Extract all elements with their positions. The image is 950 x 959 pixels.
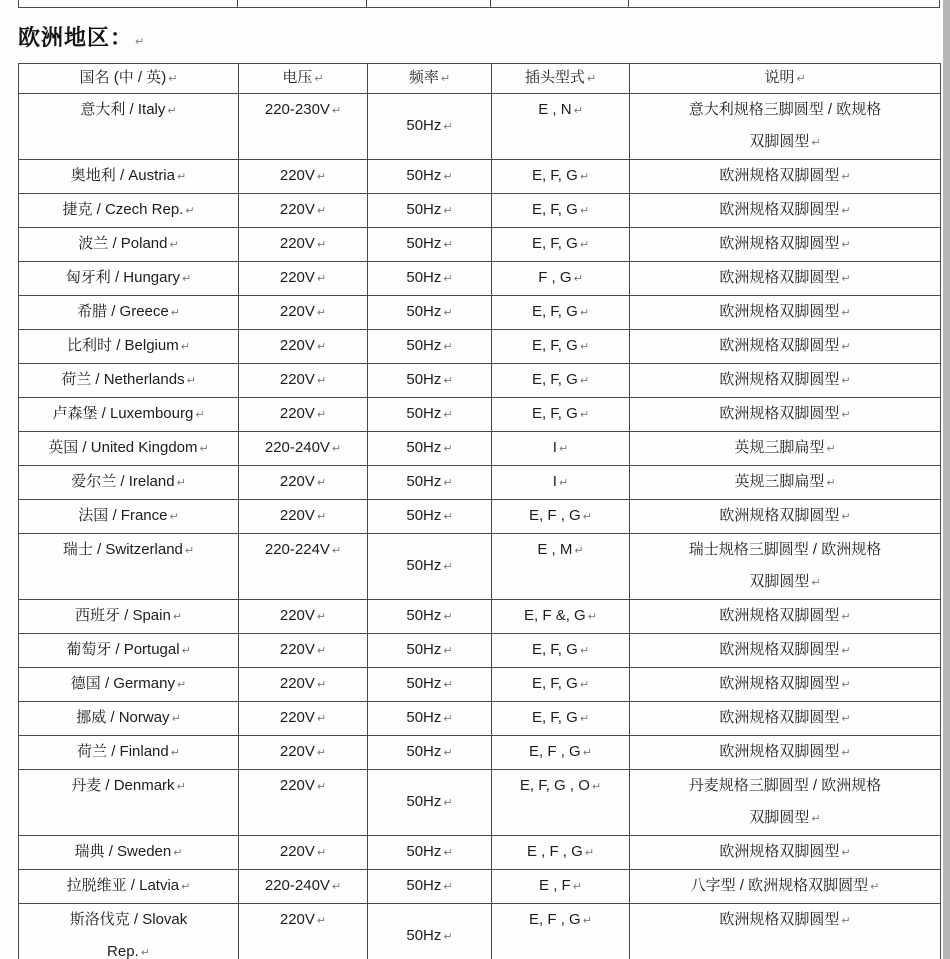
country-cell: 挪威 / Norway ↵ bbox=[19, 702, 239, 736]
frequency-cell: 50Hz ↵ bbox=[368, 904, 492, 959]
paragraph-mark: ↵ bbox=[841, 239, 851, 251]
country-header: 国名 (中 / 英) ↵ bbox=[19, 64, 239, 94]
plug-type-cell: E, F , G ↵ bbox=[492, 736, 630, 770]
paragraph-mark: ↵ bbox=[841, 307, 851, 319]
frequency-cell: 50Hz ↵ bbox=[368, 836, 492, 870]
voltage-cell: 220V ↵ bbox=[239, 702, 368, 736]
frequency-cell: 50Hz ↵ bbox=[368, 194, 492, 228]
voltage-cell: 220-230V ↵ bbox=[239, 94, 368, 160]
paragraph-mark: ↵ bbox=[176, 679, 187, 691]
plug-type-header: 插头型式 ↵ bbox=[492, 64, 630, 94]
description-cell: 欧洲规格双脚圆型 ↵ bbox=[630, 330, 941, 364]
voltage-cell: 220V ↵ bbox=[239, 836, 368, 870]
paragraph-mark: ↵ bbox=[582, 915, 592, 927]
paragraph-mark: ↵ bbox=[181, 645, 191, 657]
paragraph-mark: ↵ bbox=[176, 171, 187, 183]
paragraph-mark: ↵ bbox=[443, 747, 453, 759]
plug-type-cell: E, F, G , O ↵ bbox=[492, 770, 630, 836]
paragraph-mark: ↵ bbox=[443, 561, 453, 573]
paragraph-mark: ↵ bbox=[331, 443, 342, 455]
voltage-table bbox=[18, 63, 941, 959]
paragraph-mark: ↵ bbox=[443, 847, 453, 859]
paragraph-mark: ↵ bbox=[443, 477, 453, 489]
paragraph-mark: ↵ bbox=[443, 713, 453, 725]
paragraph-mark: ↵ bbox=[181, 881, 191, 893]
paragraph-mark: ↵ bbox=[841, 511, 851, 523]
paragraph-mark: ↵ bbox=[316, 611, 327, 623]
plug-type-cell: E, F , G ↵ bbox=[492, 500, 630, 534]
paragraph-mark: ↵ bbox=[331, 545, 342, 557]
paragraph-mark: ↵ bbox=[841, 645, 851, 657]
plug-type-cell: E, F , G ↵ bbox=[492, 904, 630, 959]
paragraph-mark: ↵ bbox=[316, 477, 327, 489]
paragraph-mark: ↵ bbox=[172, 611, 183, 623]
paragraph-mark: ↵ bbox=[176, 781, 186, 793]
paragraph-mark: ↵ bbox=[135, 36, 146, 48]
plug-type-cell: E, F &, G ↵ bbox=[492, 600, 630, 634]
plug-type-cell: E, F, G ↵ bbox=[492, 330, 630, 364]
paragraph-mark: ↵ bbox=[443, 205, 453, 217]
paragraph-mark: ↵ bbox=[796, 73, 806, 85]
plug-type-cell: E, F, G ↵ bbox=[492, 668, 630, 702]
paragraph-mark: ↵ bbox=[316, 171, 327, 183]
paragraph-mark: ↵ bbox=[316, 781, 327, 793]
plug-type-cell: E, F, G ↵ bbox=[492, 194, 630, 228]
frequency-cell: 50Hz ↵ bbox=[368, 870, 492, 904]
paragraph-mark: ↵ bbox=[574, 545, 584, 557]
table-row bbox=[19, 432, 941, 466]
description-cell: 丹麦规格三脚圆型 / 欧洲规格 双脚圆型 ↵ bbox=[630, 770, 941, 836]
paragraph-mark: ↵ bbox=[841, 273, 851, 285]
paragraph-mark: ↵ bbox=[140, 947, 150, 959]
paragraph-mark: ↵ bbox=[558, 443, 569, 455]
paragraph-mark: ↵ bbox=[316, 239, 327, 251]
paragraph-mark: ↵ bbox=[316, 307, 327, 319]
voltage-cell: 220-240V ↵ bbox=[239, 870, 368, 904]
paragraph-mark: ↵ bbox=[316, 375, 327, 387]
table-row bbox=[19, 296, 941, 330]
description-cell: 欧洲规格双脚圆型 ↵ bbox=[630, 600, 941, 634]
paragraph-mark: ↵ bbox=[184, 545, 195, 557]
country-cell: 匈牙利 / Hungary ↵ bbox=[19, 262, 239, 296]
paragraph-mark: ↵ bbox=[443, 307, 453, 319]
paragraph-mark: ↵ bbox=[841, 611, 851, 623]
frequency-cell: 50Hz ↵ bbox=[368, 702, 492, 736]
paragraph-mark: ↵ bbox=[316, 511, 327, 523]
table-row bbox=[19, 94, 941, 160]
voltage-header: 电压 ↵ bbox=[239, 64, 368, 94]
paragraph-mark: ↵ bbox=[443, 611, 453, 623]
voltage-cell: 220-240V ↵ bbox=[239, 432, 368, 466]
paragraph-mark: ↵ bbox=[316, 747, 327, 759]
voltage-cell: 220V ↵ bbox=[239, 398, 368, 432]
fragment-cell bbox=[629, 0, 940, 7]
frequency-cell: 50Hz ↵ bbox=[368, 500, 492, 534]
paragraph-mark: ↵ bbox=[443, 511, 453, 523]
paragraph-mark: ↵ bbox=[579, 409, 590, 421]
frequency-cell: 50Hz ↵ bbox=[368, 330, 492, 364]
paragraph-mark: ↵ bbox=[316, 341, 327, 353]
paragraph-mark: ↵ bbox=[579, 713, 590, 725]
paragraph-mark: ↵ bbox=[870, 881, 880, 893]
paragraph-mark: ↵ bbox=[826, 443, 836, 455]
description-cell: 八字型 / 欧洲规格双脚圆型 ↵ bbox=[630, 870, 941, 904]
frequency-cell: 50Hz ↵ bbox=[368, 466, 492, 500]
country-cell: 波兰 / Poland ↵ bbox=[19, 228, 239, 262]
voltage-cell: 220V ↵ bbox=[239, 770, 368, 836]
paragraph-mark: ↵ bbox=[170, 747, 180, 759]
frequency-cell: 50Hz ↵ bbox=[368, 668, 492, 702]
paragraph-mark: ↵ bbox=[443, 797, 453, 809]
paragraph-mark: ↵ bbox=[841, 205, 851, 217]
paragraph-mark: ↵ bbox=[579, 171, 590, 183]
paragraph-mark: ↵ bbox=[180, 341, 190, 353]
table-row bbox=[19, 634, 941, 668]
paragraph-mark: ↵ bbox=[443, 341, 453, 353]
paragraph-mark: ↵ bbox=[841, 747, 851, 759]
paragraph-mark: ↵ bbox=[176, 477, 186, 489]
plug-type-cell: I ↵ bbox=[492, 432, 630, 466]
paragraph-mark: ↵ bbox=[841, 409, 851, 421]
description-cell: 欧洲规格双脚圆型 ↵ bbox=[630, 836, 941, 870]
table-row bbox=[19, 600, 941, 634]
paragraph-mark: ↵ bbox=[841, 375, 851, 387]
paragraph-mark: ↵ bbox=[573, 105, 583, 117]
country-cell: 英国 / United Kingdom ↵ bbox=[19, 432, 239, 466]
country-cell: 斯洛伐克 / Slovak Rep. ↵ bbox=[19, 904, 239, 959]
table-row bbox=[19, 668, 941, 702]
voltage-cell: 220V ↵ bbox=[239, 466, 368, 500]
plug-type-cell: E, F, G ↵ bbox=[492, 634, 630, 668]
paragraph-mark: ↵ bbox=[579, 645, 590, 657]
table-row bbox=[19, 398, 941, 432]
table-row bbox=[19, 330, 941, 364]
country-cell: 比利时 / Belgium ↵ bbox=[19, 330, 239, 364]
country-cell: 西班牙 / Spain ↵ bbox=[19, 600, 239, 634]
description-cell: 欧洲规格双脚圆型 ↵ bbox=[630, 296, 941, 330]
paragraph-mark: ↵ bbox=[331, 881, 342, 893]
table-row bbox=[19, 736, 941, 770]
frequency-cell: 50Hz ↵ bbox=[368, 432, 492, 466]
description-cell: 瑞士规格三脚圆型 / 欧洲规格 双脚圆型 ↵ bbox=[630, 534, 941, 600]
country-cell: 荷兰 / Netherlands ↵ bbox=[19, 364, 239, 398]
voltage-cell: 220V ↵ bbox=[239, 500, 368, 534]
frequency-cell: 50Hz ↵ bbox=[368, 770, 492, 836]
table-row bbox=[19, 262, 941, 296]
paragraph-mark: ↵ bbox=[331, 105, 342, 117]
table-row bbox=[19, 500, 941, 534]
paragraph-mark: ↵ bbox=[443, 443, 453, 455]
country-cell: 瑞士 / Switzerland ↵ bbox=[19, 534, 239, 600]
table-row bbox=[19, 836, 941, 870]
table-row bbox=[19, 770, 941, 836]
frequency-cell: 50Hz ↵ bbox=[368, 160, 492, 194]
country-cell: 丹麦 / Denmark ↵ bbox=[19, 770, 239, 836]
plug-type-cell: E , F , G ↵ bbox=[492, 836, 630, 870]
country-cell: 奥地利 / Austria ↵ bbox=[19, 160, 239, 194]
fragment-cell bbox=[238, 0, 367, 7]
table-row bbox=[19, 904, 941, 959]
paragraph-mark: ↵ bbox=[579, 239, 590, 251]
table-row bbox=[19, 228, 941, 262]
country-cell: 荷兰 / Finland ↵ bbox=[19, 736, 239, 770]
paragraph-mark: ↵ bbox=[586, 73, 597, 85]
country-cell: 希腊 / Greece ↵ bbox=[19, 296, 239, 330]
description-cell: 欧洲规格双脚圆型 ↵ bbox=[630, 668, 941, 702]
description-cell: 欧洲规格双脚圆型 ↵ bbox=[630, 736, 941, 770]
paragraph-mark: ↵ bbox=[579, 307, 590, 319]
frequency-cell: 50Hz ↵ bbox=[368, 634, 492, 668]
paragraph-mark: ↵ bbox=[841, 341, 851, 353]
paragraph-mark: ↵ bbox=[841, 713, 851, 725]
country-cell: 意大利 / Italy ↵ bbox=[19, 94, 239, 160]
voltage-cell: 220V ↵ bbox=[239, 634, 368, 668]
paragraph-mark: ↵ bbox=[841, 679, 851, 691]
paragraph-mark: ↵ bbox=[579, 375, 590, 387]
paragraph-mark: ↵ bbox=[316, 273, 327, 285]
frequency-cell: 50Hz ↵ bbox=[368, 94, 492, 160]
paragraph-mark: ↵ bbox=[443, 881, 453, 893]
paragraph-mark: ↵ bbox=[169, 239, 179, 251]
frequency-cell: 50Hz ↵ bbox=[368, 736, 492, 770]
description-cell: 欧洲规格双脚圆型 ↵ bbox=[630, 634, 941, 668]
paragraph-mark: ↵ bbox=[584, 847, 595, 859]
country-cell: 瑞典 / Sweden ↵ bbox=[19, 836, 239, 870]
table-row bbox=[19, 194, 941, 228]
paragraph-mark: ↵ bbox=[316, 679, 327, 691]
paragraph-mark: ↵ bbox=[167, 105, 177, 117]
paragraph-mark: ↵ bbox=[195, 409, 205, 421]
plug-type-cell: E, F, G ↵ bbox=[492, 296, 630, 330]
paragraph-mark: ↵ bbox=[314, 73, 324, 85]
paragraph-mark: ↵ bbox=[316, 205, 327, 217]
frequency-cell: 50Hz ↵ bbox=[368, 228, 492, 262]
paragraph-mark: ↵ bbox=[811, 137, 821, 149]
paragraph-mark: ↵ bbox=[443, 239, 453, 251]
voltage-cell: 220V ↵ bbox=[239, 194, 368, 228]
paragraph-mark: ↵ bbox=[591, 781, 602, 793]
country-cell: 卢森堡 / Luxembourg ↵ bbox=[19, 398, 239, 432]
paragraph-mark: ↵ bbox=[443, 931, 453, 943]
table-row bbox=[19, 534, 941, 600]
paragraph-mark: ↵ bbox=[579, 341, 590, 353]
voltage-cell: 220-224V ↵ bbox=[239, 534, 368, 600]
paragraph-mark: ↵ bbox=[579, 679, 590, 691]
frequency-cell: 50Hz ↵ bbox=[368, 600, 492, 634]
description-cell: 欧洲规格双脚圆型 ↵ bbox=[630, 500, 941, 534]
table-row bbox=[19, 870, 941, 904]
plug-type-cell: F , G ↵ bbox=[492, 262, 630, 296]
paragraph-mark: ↵ bbox=[443, 679, 453, 691]
paragraph-mark: ↵ bbox=[443, 273, 453, 285]
table-row bbox=[19, 702, 941, 736]
frequency-cell: 50Hz ↵ bbox=[368, 364, 492, 398]
paragraph-mark: ↵ bbox=[168, 73, 178, 85]
description-cell: 英规三脚扁型 ↵ bbox=[630, 466, 941, 500]
paragraph-mark: ↵ bbox=[841, 847, 851, 859]
paragraph-mark: ↵ bbox=[169, 511, 179, 523]
country-cell: 捷克 / Czech Rep. ↵ bbox=[19, 194, 239, 228]
voltage-cell: 220V ↵ bbox=[239, 600, 368, 634]
plug-type-cell: E , M ↵ bbox=[492, 534, 630, 600]
description-cell: 欧洲规格双脚圆型 ↵ bbox=[630, 702, 941, 736]
description-cell: 欧洲规格双脚圆型 ↵ bbox=[630, 228, 941, 262]
description-cell: 欧洲规格双脚圆型 ↵ bbox=[630, 364, 941, 398]
plug-type-cell: E, F, G ↵ bbox=[492, 160, 630, 194]
description-cell: 欧洲规格双脚圆型 ↵ bbox=[630, 904, 941, 959]
voltage-cell: 220V ↵ bbox=[239, 736, 368, 770]
voltage-cell: 220V ↵ bbox=[239, 160, 368, 194]
paragraph-mark: ↵ bbox=[186, 375, 196, 387]
description-cell: 欧洲规格双脚圆型 ↵ bbox=[630, 194, 941, 228]
plug-type-cell: E, F, G ↵ bbox=[492, 364, 630, 398]
plug-type-cell: E , F ↵ bbox=[492, 870, 630, 904]
paragraph-mark: ↵ bbox=[316, 409, 327, 421]
paragraph-mark: ↵ bbox=[582, 511, 592, 523]
description-cell: 英规三脚扁型 ↵ bbox=[630, 432, 941, 466]
paragraph-mark: ↵ bbox=[443, 375, 453, 387]
fragment-cell bbox=[18, 0, 238, 7]
table-row bbox=[19, 364, 941, 398]
description-header: 说明 ↵ bbox=[630, 64, 941, 94]
paragraph-mark: ↵ bbox=[558, 477, 569, 489]
paragraph-mark: ↵ bbox=[316, 847, 327, 859]
country-cell: 德国 / Germany ↵ bbox=[19, 668, 239, 702]
description-cell: 意大利规格三脚圆型 / 欧规格 双脚圆型 ↵ bbox=[630, 94, 941, 160]
paragraph-mark: ↵ bbox=[199, 443, 209, 455]
voltage-cell: 220V ↵ bbox=[239, 364, 368, 398]
section-title-text: 欧洲地区： bbox=[18, 25, 134, 50]
country-cell: 葡萄牙 / Portugal ↵ bbox=[19, 634, 239, 668]
country-cell: 拉脱维亚 / Latvia ↵ bbox=[19, 870, 239, 904]
paragraph-mark: ↵ bbox=[171, 713, 181, 725]
paragraph-mark: ↵ bbox=[316, 713, 327, 725]
paragraph-mark: ↵ bbox=[181, 273, 192, 285]
country-cell: 爱尔兰 / Ireland ↵ bbox=[19, 466, 239, 500]
section-title bbox=[18, 21, 950, 52]
voltage-cell: 220V ↵ bbox=[239, 330, 368, 364]
paragraph-mark: ↵ bbox=[173, 847, 183, 859]
plug-type-cell: E, F, G ↵ bbox=[492, 398, 630, 432]
frequency-header: 频率 ↵ bbox=[368, 64, 492, 94]
country-cell: 法国 / France ↵ bbox=[19, 500, 239, 534]
frequency-cell: 50Hz ↵ bbox=[368, 296, 492, 330]
page-edge-strip bbox=[943, 0, 950, 959]
paragraph-mark: ↵ bbox=[841, 915, 851, 927]
frequency-cell: 50Hz ↵ bbox=[368, 534, 492, 600]
description-cell: 欧洲规格双脚圆型 ↵ bbox=[630, 160, 941, 194]
fragment-cell bbox=[491, 0, 629, 7]
paragraph-mark: ↵ bbox=[841, 171, 851, 183]
plug-type-cell: E, F, G ↵ bbox=[492, 702, 630, 736]
description-cell: 欧洲规格双脚圆型 ↵ bbox=[630, 398, 941, 432]
previous-table-fragment bbox=[18, 0, 940, 8]
paragraph-mark: ↵ bbox=[811, 813, 821, 825]
description-cell: 欧洲规格双脚圆型 ↵ bbox=[630, 262, 941, 296]
paragraph-mark: ↵ bbox=[587, 611, 597, 623]
table-row bbox=[19, 466, 941, 500]
paragraph-mark: ↵ bbox=[316, 915, 327, 927]
table-header-row bbox=[19, 64, 941, 94]
paragraph-mark: ↵ bbox=[440, 73, 451, 85]
plug-type-cell: E , N ↵ bbox=[492, 94, 630, 160]
paragraph-mark: ↵ bbox=[443, 171, 453, 183]
paragraph-mark: ↵ bbox=[579, 205, 590, 217]
voltage-cell: 220V ↵ bbox=[239, 668, 368, 702]
voltage-cell: 220V ↵ bbox=[239, 904, 368, 959]
frequency-cell: 50Hz ↵ bbox=[368, 262, 492, 296]
paragraph-mark: ↵ bbox=[443, 645, 453, 657]
paragraph-mark: ↵ bbox=[811, 577, 821, 589]
voltage-cell: 220V ↵ bbox=[239, 296, 368, 330]
paragraph-mark: ↵ bbox=[185, 205, 195, 217]
paragraph-mark: ↵ bbox=[582, 747, 592, 759]
paragraph-mark: ↵ bbox=[572, 881, 582, 893]
voltage-cell: 220V ↵ bbox=[239, 228, 368, 262]
paragraph-mark: ↵ bbox=[573, 273, 583, 285]
paragraph-mark: ↵ bbox=[826, 477, 836, 489]
plug-type-cell: I ↵ bbox=[492, 466, 630, 500]
paragraph-mark: ↵ bbox=[443, 121, 453, 133]
paragraph-mark: ↵ bbox=[443, 409, 453, 421]
paragraph-mark: ↵ bbox=[316, 645, 327, 657]
table-row bbox=[19, 160, 941, 194]
frequency-cell: 50Hz ↵ bbox=[368, 398, 492, 432]
fragment-cell bbox=[367, 0, 491, 7]
plug-type-cell: E, F, G ↵ bbox=[492, 228, 630, 262]
voltage-cell: 220V ↵ bbox=[239, 262, 368, 296]
paragraph-mark: ↵ bbox=[170, 307, 180, 319]
